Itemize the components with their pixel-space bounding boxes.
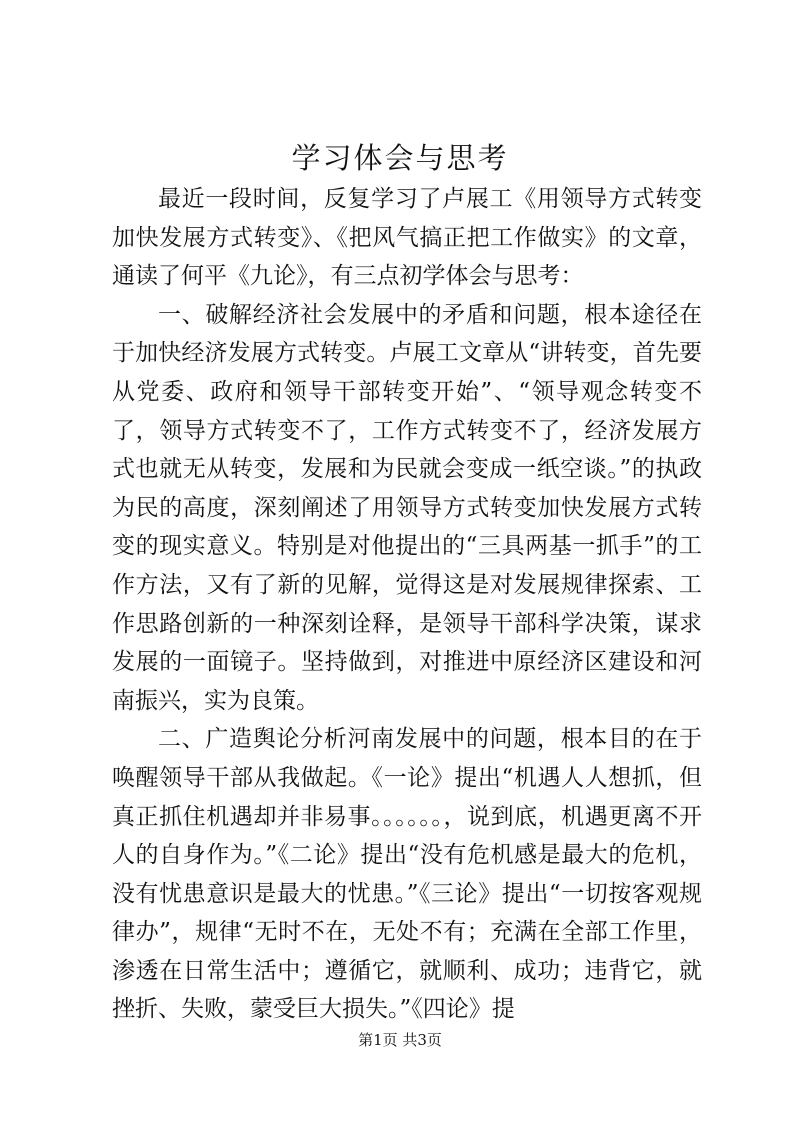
page-title: 学习体会与思考 bbox=[291, 141, 509, 175]
paragraph-point-two: 二、广造舆论分析河南发展中的问题，根本目的在于唤醒领导干部从我做起。《一论》提出“机遇人人想抓，但真正抓住机遇却并非易事。。。。。。，说到底，机遇更离不开人的自身作为。”《二论》提出“没有危机感是最大的危机，没有忧患意识是最大的忧患。”《三论》提出“一切按客观规律办”，规律“无时不在，无处不有；充满在全部工作里，渗透在日常生活中；遵循它，就顺利、成功；违背它，就挫折、失败，蒙受巨大损失。”《四论》提 bbox=[112, 726, 702, 1023]
paragraph-intro: 最近一段时间，反复学习了卢展工《用领导方式转变加快发展方式转变》、《把风气搞正把工作做实》的文章，通读了何平《九论》，有三点初学体会与思考： bbox=[112, 186, 702, 290]
paragraph-point-one: 一、破解经济社会发展中的矛盾和问题，根本途径在于加快经济发展方式转变。卢展工文章从“讲转变，首先要从党委、政府和领导干部转变开始”、“领导观念转变不了，领导方式转变不了，工作方式转变不了，经济发展方式也就无从转变，发展和为民就会变成一纸空谈。”的执政为民的高度，深刻阐述了用领导方式转变加快发展方式转变的现实意义。特别是对他提出的“三具两基一抓手”的工作方法，又有了新的见解，觉得这是对发展规律探索、工作思路创新的一种深刻诠释，是领导干部科学决策，谋求发展的一面镜子。坚持做到，对推进中原经济区建设和河南振兴，实为良策。 bbox=[112, 301, 702, 714]
page-footer: 第1页 共3页 bbox=[358, 1031, 442, 1049]
document-body bbox=[112, 180, 702, 1029]
